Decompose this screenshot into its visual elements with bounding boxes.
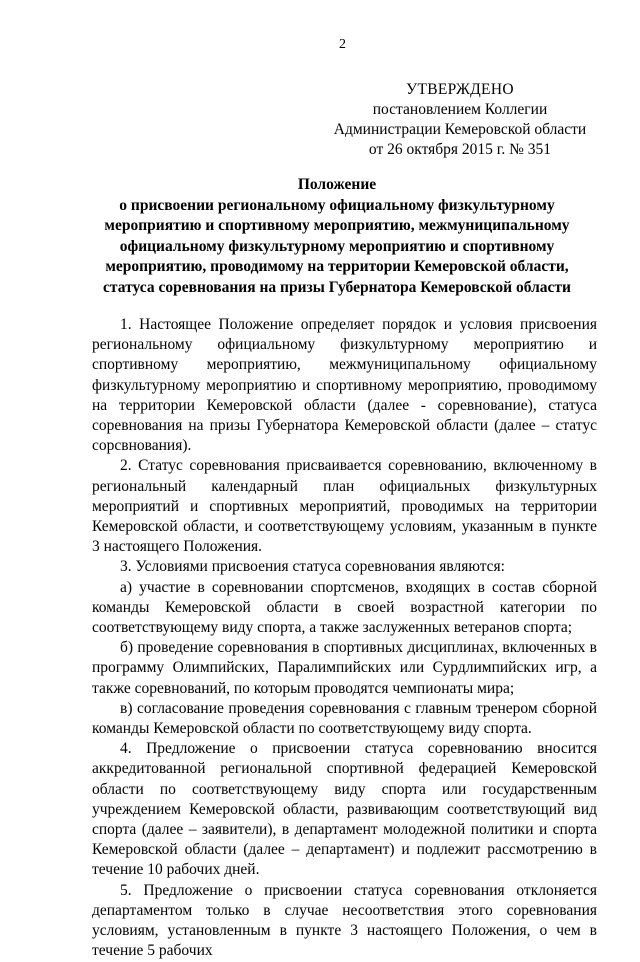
paragraph: б) проведение соревнования в спортивных дисциплинах, включенных в программу Олимпийских, Паралимпийских или Сурдлимпийских игр, а также соревнований, по которым проводятся чемпионаты мира; xyxy=(92,639,597,697)
approval-stamp: УТВЕРЖДЕНО xyxy=(406,81,514,98)
approval-line: от 26 октября 2015 г. № 351 xyxy=(368,141,552,158)
document-subtitle: о присвоении региональному официальному физкультурному мероприятию и спортивному мероприятию, межмуниципальному официальному физкультурному мероприятию и спортивному мероприятию, проводимому на территории Кемеровской области, статуса соревнования на призы Губернатора Кемеровской области xyxy=(103,196,571,296)
document-title: Положение xyxy=(297,176,377,193)
paragraph: 4. Предложение о присвоении статуса соревнованию вносится аккредитованной региональной спортивной федерацией Кемеровской области по соответствующему виду спорта или государственным учреждением Кемеровской области, развивающим соответствующий вид спорта (далее – заявители), в департамент молодежной политики и спорта Кемеровской области (далее – департамент) и подлежит рассмотрению в течение 10 рабочих дней. xyxy=(92,740,597,879)
approval-line: Администрации Кемеровской области xyxy=(333,121,587,138)
paragraph: 3. Условиями присвоения статуса соревнования являются: xyxy=(120,558,505,576)
document-title-block xyxy=(92,175,582,298)
document-body xyxy=(92,315,597,962)
paragraph: в) согласование проведения соревнования с главным тренером сборной команды Кемеровской области по соответствующему виду спорта. xyxy=(92,699,597,738)
page-number: 2 xyxy=(339,37,346,52)
approval-line: постановлением Коллегии xyxy=(372,101,548,118)
paragraph: 5. Предложение о присвоении статуса соревнования отклоняется департаментом только в случае несоответствия этого соревнования условиям, установленным в пункте 3 настоящего Положения, о чем в течение 5 рабочих xyxy=(92,881,597,960)
paragraph: 1. Настоящее Положение определяет порядок и условия присвоения региональному официальному физкультурному мероприятию и спортивному мероприятию, межмуниципальному официальному физкультурному мероприятию и спортивному мероприятию, проводимому на территории Кемеровской области (далее - соревнование), статуса соревнования на призы Губернатора Кемеровской области (далее – статус сорсвнования). xyxy=(92,316,597,455)
paragraph: 2. Статус соревнования присваивается соревнованию, включенному в региональный календарный план официальных физкультурных мероприятий и спортивных мероприятий, проводимых на территории Кемеровской области, и соответствующему условиям, указанным в пункте 3 настоящего Положения. xyxy=(92,457,597,556)
paragraph: а) участие в соревновании спортсменов, входящих в состав сборной команды Кемеровской области в своей возрастной категории по соответствующему виду спорта, а также заслуженных ветеранов спорта; xyxy=(92,578,597,637)
approval-block xyxy=(330,80,590,160)
